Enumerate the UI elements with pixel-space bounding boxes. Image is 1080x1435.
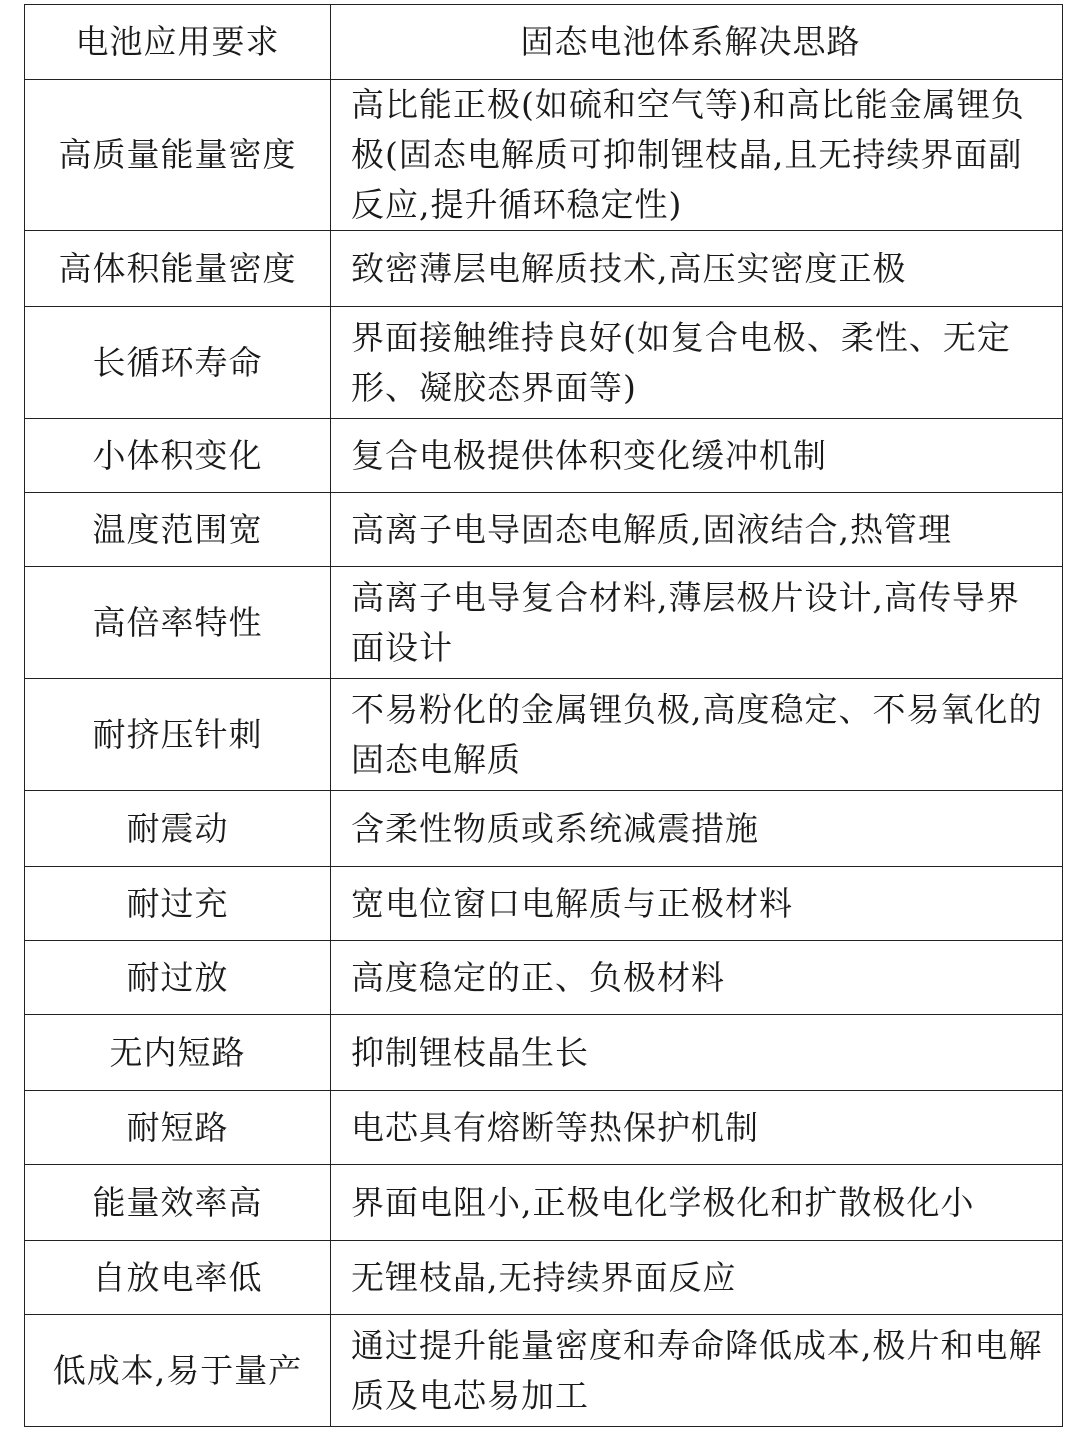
table-row xyxy=(25,1015,1063,1091)
table-row xyxy=(25,1091,1063,1165)
requirement-cell: 高倍率特性 xyxy=(25,567,331,679)
requirement-cell: 耐震动 xyxy=(25,791,331,867)
table-row xyxy=(25,941,1063,1015)
table-row xyxy=(25,867,1063,941)
solution-cell: 界面接触维持良好(如复合电极、柔性、无定形、凝胶态界面等) xyxy=(331,307,1063,419)
requirement-cell: 耐过放 xyxy=(25,941,331,1015)
header-row xyxy=(25,5,1063,80)
requirement-cell: 高体积能量密度 xyxy=(25,231,331,307)
header-requirement: 电池应用要求 xyxy=(25,5,331,80)
table-row xyxy=(25,679,1063,791)
solution-cell: 通过提升能量密度和寿命降低成本,极片和电解质及电芯易加工 xyxy=(331,1315,1063,1427)
requirement-cell: 小体积变化 xyxy=(25,419,331,493)
solution-cell: 高离子电导固态电解质,固液结合,热管理 xyxy=(331,493,1063,567)
solution-cell: 抑制锂枝晶生长 xyxy=(331,1015,1063,1091)
requirement-cell: 自放电率低 xyxy=(25,1241,331,1315)
table-body xyxy=(25,5,1063,1427)
solution-cell: 高离子电导复合材料,薄层极片设计,高传导界面设计 xyxy=(331,567,1063,679)
table-row xyxy=(25,307,1063,419)
table-row xyxy=(25,1315,1063,1427)
solution-cell: 宽电位窗口电解质与正极材料 xyxy=(331,867,1063,941)
table-row xyxy=(25,1165,1063,1241)
table-row xyxy=(25,231,1063,307)
solution-cell: 电芯具有熔断等热保护机制 xyxy=(331,1091,1063,1165)
requirement-cell: 长循环寿命 xyxy=(25,307,331,419)
solution-cell: 复合电极提供体积变化缓冲机制 xyxy=(331,419,1063,493)
table-row xyxy=(25,791,1063,867)
table-row xyxy=(25,1241,1063,1315)
requirement-cell: 低成本,易于量产 xyxy=(25,1315,331,1427)
requirement-cell: 耐挤压针刺 xyxy=(25,679,331,791)
requirement-cell: 耐过充 xyxy=(25,867,331,941)
requirements-table xyxy=(24,4,1063,1427)
solution-cell: 含柔性物质或系统减震措施 xyxy=(331,791,1063,867)
requirement-cell: 能量效率高 xyxy=(25,1165,331,1241)
solution-cell: 不易粉化的金属锂负极,高度稳定、不易氧化的固态电解质 xyxy=(331,679,1063,791)
solution-cell: 无锂枝晶,无持续界面反应 xyxy=(331,1241,1063,1315)
table-row xyxy=(25,493,1063,567)
header-solution: 固态电池体系解决思路 xyxy=(331,5,1063,80)
solution-cell: 高度稳定的正、负极材料 xyxy=(331,941,1063,1015)
requirement-cell: 温度范围宽 xyxy=(25,493,331,567)
table-row xyxy=(25,419,1063,493)
requirement-cell: 耐短路 xyxy=(25,1091,331,1165)
table-row xyxy=(25,80,1063,231)
table-row xyxy=(25,567,1063,679)
requirement-cell: 无内短路 xyxy=(25,1015,331,1091)
requirement-cell: 高质量能量密度 xyxy=(25,80,331,231)
solution-cell: 界面电阻小,正极电化学极化和扩散极化小 xyxy=(331,1165,1063,1241)
solution-cell: 致密薄层电解质技术,高压实密度正极 xyxy=(331,231,1063,307)
solution-cell: 高比能正极(如硫和空气等)和高比能金属锂负极(固态电解质可抑制锂枝晶,且无持续界面副反应,提升循环稳定性) xyxy=(331,80,1063,231)
